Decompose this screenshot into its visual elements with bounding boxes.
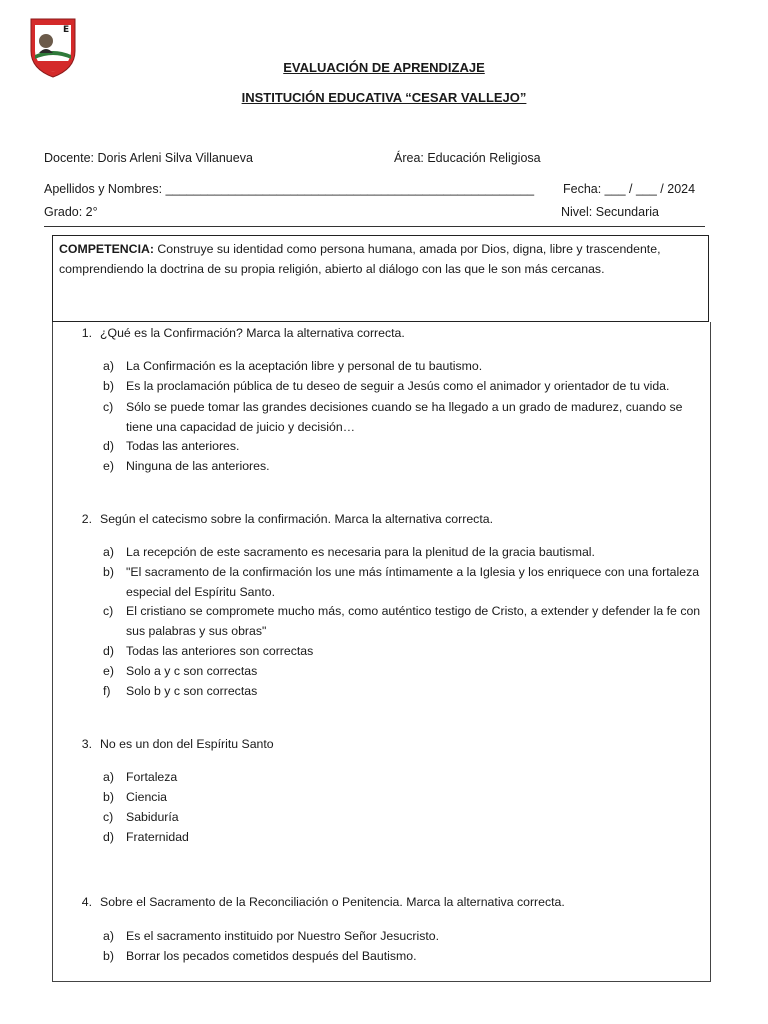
level-label: Nivel: Secundaria xyxy=(561,205,659,219)
header-divider xyxy=(44,226,705,227)
option-letter: c) xyxy=(103,604,114,618)
option-letter: a) xyxy=(103,545,114,559)
area-label: Área: Educación Religiosa xyxy=(394,151,541,165)
option-text: Sólo se puede tomar las grandes decisiones cuando se ha llegado a un grado de madurez, cuando se tiene una capacidad de juicio y decisión… xyxy=(126,400,683,434)
option-letter: b) xyxy=(103,565,114,579)
question-number: 1. xyxy=(81,326,92,340)
option-text: Sabiduría xyxy=(126,810,179,824)
crest-letter: E xyxy=(63,25,70,35)
option-text: Solo b y c son correctas xyxy=(126,684,258,698)
option-text: Ciencia xyxy=(126,790,168,804)
question-number: 4. xyxy=(81,895,92,909)
option-text: La recepción de este sacramento es necesaria para la plenitud de la gracia bautismal. xyxy=(126,545,595,559)
option-text: Es el sacramento instituido por Nuestro Señor Jesucristo. xyxy=(126,929,440,943)
option-letter: e) xyxy=(103,459,114,473)
option-letter: b) xyxy=(103,790,114,804)
option-letter: d) xyxy=(103,644,114,658)
question-text: Sobre el Sacramento de la Reconciliación o Penitencia. Marca la alternativa correcta. xyxy=(100,895,565,909)
competencia-label: COMPETENCIA: xyxy=(59,242,154,256)
question-text: ¿Qué es la Confirmación? Marca la alternativa correcta. xyxy=(100,326,405,340)
question-number: 2. xyxy=(81,512,92,526)
option-letter: b) xyxy=(103,379,114,393)
option-text: Fraternidad xyxy=(126,830,189,844)
document-title: EVALUACIÓN DE APRENDIZAJE xyxy=(283,60,485,75)
grade-label: Grado: 2° xyxy=(44,205,98,219)
institution-name: INSTITUCIÓN EDUCATIVA “CESAR VALLEJO” xyxy=(241,90,527,105)
question-text: No es un don del Espíritu Santo xyxy=(100,737,274,751)
option-letter: c) xyxy=(103,810,114,824)
option-text: Solo a y c son correctas xyxy=(126,664,258,678)
question-number: 3. xyxy=(81,737,92,751)
option-letter: a) xyxy=(103,929,114,943)
option-text: Todas las anteriores son correctas xyxy=(126,644,314,658)
option-letter: d) xyxy=(103,439,114,453)
option-letter: b) xyxy=(103,949,114,963)
student-name-field[interactable]: Apellidos y Nombres: _____________________________________________________ xyxy=(44,182,535,196)
option-letter: d) xyxy=(103,830,114,844)
option-text: Ninguna de las anteriores. xyxy=(126,459,270,473)
option-text: Fortaleza xyxy=(126,770,178,784)
option-letter: f) xyxy=(103,684,111,698)
option-text: Borrar los pecados cometidos después del Bautismo. xyxy=(126,949,417,963)
option-text: "El sacramento de la confirmación los une más íntimamente a la Iglesia y los enriquece con una fortaleza especial del Espíritu Santo. xyxy=(126,565,700,599)
date-field[interactable]: Fecha: ___ / ___ / 2024 xyxy=(563,182,696,196)
teacher-label: Docente: Doris Arleni Silva Villanueva xyxy=(44,151,253,165)
option-text: El cristiano se compromete mucho más, como auténtico testigo de Cristo, a extender y defender la fe con sus palabras y sus obras" xyxy=(126,604,701,638)
option-letter: a) xyxy=(103,359,114,373)
competencia-box xyxy=(52,235,709,322)
option-letter: a) xyxy=(103,770,114,784)
option-text: La Confirmación es la aceptación libre y personal de tu bautismo. xyxy=(126,359,483,373)
option-letter: e) xyxy=(103,664,114,678)
competencia-text: Construye su identidad como persona humana, amada por Dios, digna, libre y trascendente, comprendiendo la doctrina de su propia religión, abierto al diálogo con las que le son más cercanas. xyxy=(59,242,661,276)
question-text: Según el catecismo sobre la confirmación. Marca la alternativa correcta. xyxy=(100,512,493,526)
option-text: Todas las anteriores. xyxy=(126,439,240,453)
option-letter: c) xyxy=(103,400,114,414)
option-text: Es la proclamación pública de tu deseo de seguir a Jesús como el animador y orientador de tu vida. xyxy=(126,379,670,393)
